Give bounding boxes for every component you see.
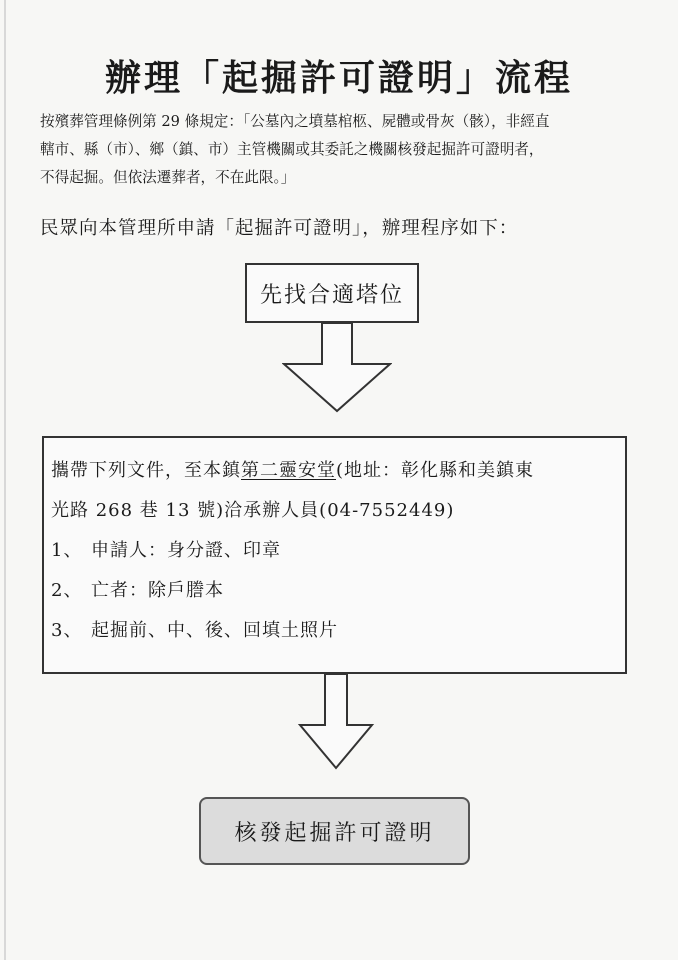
requirement-text: 起掘前、中、後、回填土照片 (91, 620, 338, 641)
page-edge (4, 0, 6, 960)
requirement-text: 亡者：除戶謄本 (91, 580, 224, 601)
step-issue-permit-box (199, 797, 470, 865)
step-find-niche-label: 先找合適塔位 (259, 282, 404, 308)
documents-instruction: 攜帶下列文件，至本鎮 (51, 460, 241, 481)
requirement-text: 申請人：身分證、印章 (91, 540, 281, 561)
regulation-line-1: 按殯葬管理條例第 29 條規定：「公墓內之墳墓棺柩、屍體或骨灰（骸），非經直 (40, 113, 550, 130)
step-find-niche-box (245, 263, 419, 323)
requirement-number: 1、 (51, 540, 83, 561)
step-documents-box (42, 436, 627, 674)
down-arrow-icon (297, 673, 375, 771)
step-issue-permit-label: 核發起掘許可證明 (234, 820, 435, 846)
documents-location-line (51, 451, 625, 491)
procedure-intro: 民眾向本管理所申請「起掘許可證明」，辦理程序如下： (40, 218, 519, 239)
page-title: 辦理「起掘許可證明」流程 (104, 58, 573, 99)
down-arrow-icon (282, 322, 392, 414)
requirement-number: 3、 (51, 620, 83, 641)
regulation-line-2: 轄市、縣（市）、鄉（鎮、市）主管機關或其委託之機關核發起掘許可證明者， (40, 141, 544, 158)
office-name: 第二靈安堂 (241, 460, 336, 481)
regulation-paragraph (40, 108, 640, 192)
requirement-item (51, 571, 625, 611)
address-start: (地址：彰化縣和美鎮東 (336, 460, 535, 481)
requirement-item (51, 611, 625, 651)
address-contact-line: 光路 268 巷 13 號)洽承辦人員(04-7552449) (51, 500, 455, 521)
requirement-number: 2、 (51, 580, 83, 601)
regulation-line-3: 不得起掘。但依法遷葬者，不在此限。」 (40, 169, 296, 186)
requirement-item (51, 531, 625, 571)
